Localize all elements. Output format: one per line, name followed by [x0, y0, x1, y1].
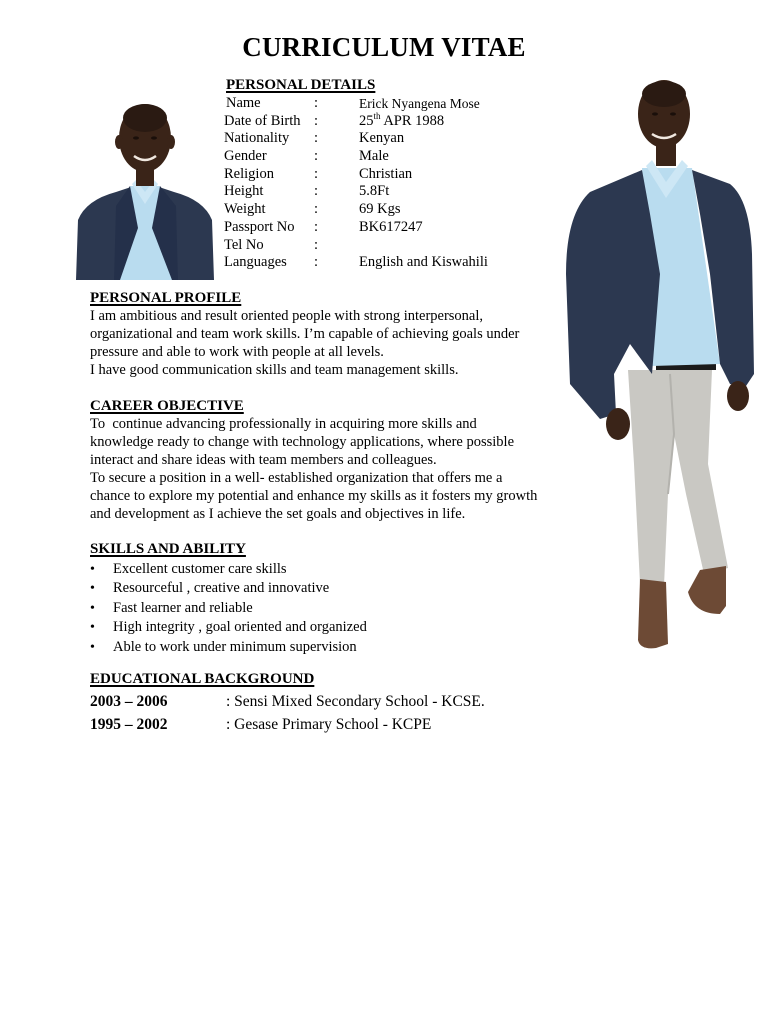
detail-label: Date of Birth	[224, 112, 301, 129]
objective-line: To continue advancing professionally in acquiring more skills and	[90, 416, 477, 432]
detail-value: 5.8Ft	[359, 183, 390, 200]
skill-text: Resourceful , creative and innovative	[113, 580, 330, 597]
education-institution: : Gesase Primary School - KCPE	[226, 716, 432, 733]
career-objective-text	[90, 415, 537, 523]
detail-colon: :	[314, 201, 319, 218]
skills-heading: SKILLS AND ABILITY	[90, 541, 246, 557]
detail-colon: :	[314, 165, 319, 182]
detail-colon: :	[314, 218, 319, 235]
detail-value: Erick Nyangena Mose	[359, 96, 480, 111]
education-institution: : Sensi Mixed Secondary School - KCSE.	[226, 693, 485, 710]
detail-value: English and Kiswahili	[359, 254, 488, 271]
detail-colon: :	[314, 95, 319, 111]
objective-line: knowledge ready to change with technology applications, where possible	[90, 434, 515, 450]
profile-line: I have good communication skills and team management skills.	[90, 362, 459, 378]
bullet-icon: •	[90, 581, 95, 597]
detail-label: Nationality	[224, 130, 290, 147]
bullet-icon: •	[90, 620, 95, 636]
detail-value: 69 Kgs	[359, 201, 401, 218]
career-objective-heading: CAREER OBJECTIVE	[90, 398, 244, 414]
detail-value: Kenyan	[359, 130, 405, 147]
bullet-icon: •	[90, 562, 95, 577]
personal-profile-text	[90, 307, 519, 379]
detail-colon: :	[314, 236, 319, 253]
education-years: 2003 – 2006	[90, 693, 168, 710]
profile-line: I am ambitious and result oriented people with strong interpersonal,	[90, 308, 484, 324]
personal-profile-heading: PERSONAL PROFILE	[90, 290, 242, 306]
detail-label: Passport No	[224, 218, 295, 235]
skill-text: Excellent customer care skills	[113, 561, 287, 577]
detail-label: Name	[226, 95, 261, 111]
headshot-photo	[76, 88, 214, 280]
skill-text: High integrity , goal oriented and organized	[113, 619, 367, 636]
detail-colon: :	[314, 112, 319, 129]
detail-value: Male	[359, 148, 389, 165]
skill-text: Fast learner and reliable	[113, 599, 253, 616]
detail-value	[359, 110, 445, 131]
detail-label: Languages	[224, 254, 287, 271]
education-heading: EDUCATIONAL BACKGROUND	[90, 671, 315, 687]
detail-colon: :	[314, 148, 319, 165]
objective-line: chance to explore my potential and enhance my skills as it fosters my growth	[90, 488, 538, 504]
bullet-icon: •	[90, 600, 95, 616]
detail-colon: :	[314, 130, 319, 147]
detail-label: Weight	[224, 201, 266, 218]
detail-colon: :	[314, 183, 319, 200]
education-years: 1995 – 2002	[90, 716, 168, 733]
dob-ordinal: th	[373, 110, 381, 121]
objective-line: To secure a position in a well- established organization that offers me a	[90, 470, 503, 486]
objective-line: and development as I achieve the set goals and objectives in life.	[90, 506, 466, 522]
page-title: CURRICULUM VITAE	[242, 32, 526, 62]
detail-label: Religion	[224, 165, 274, 182]
dob-rest: APR 1988	[380, 112, 445, 129]
bullet-icon: •	[90, 639, 95, 655]
detail-label: Gender	[224, 148, 267, 165]
profile-line: organizational and team work skills. I’m capable of achieving goals under	[90, 326, 520, 342]
detail-label: Tel No	[224, 236, 264, 253]
detail-label: Height	[224, 183, 264, 200]
full-body-photo	[560, 74, 760, 654]
detail-value: Christian	[359, 165, 413, 182]
dob-day: 25	[359, 112, 374, 129]
detail-colon: :	[314, 254, 319, 271]
detail-value: BK617247	[359, 218, 423, 235]
profile-line: pressure and able to work with people at all levels.	[90, 344, 384, 360]
objective-line: interact and share ideas with team members and colleagues.	[90, 452, 437, 468]
personal-details-heading: PERSONAL DETAILS	[226, 77, 376, 93]
skill-text: Able to work under minimum supervision	[113, 638, 357, 655]
